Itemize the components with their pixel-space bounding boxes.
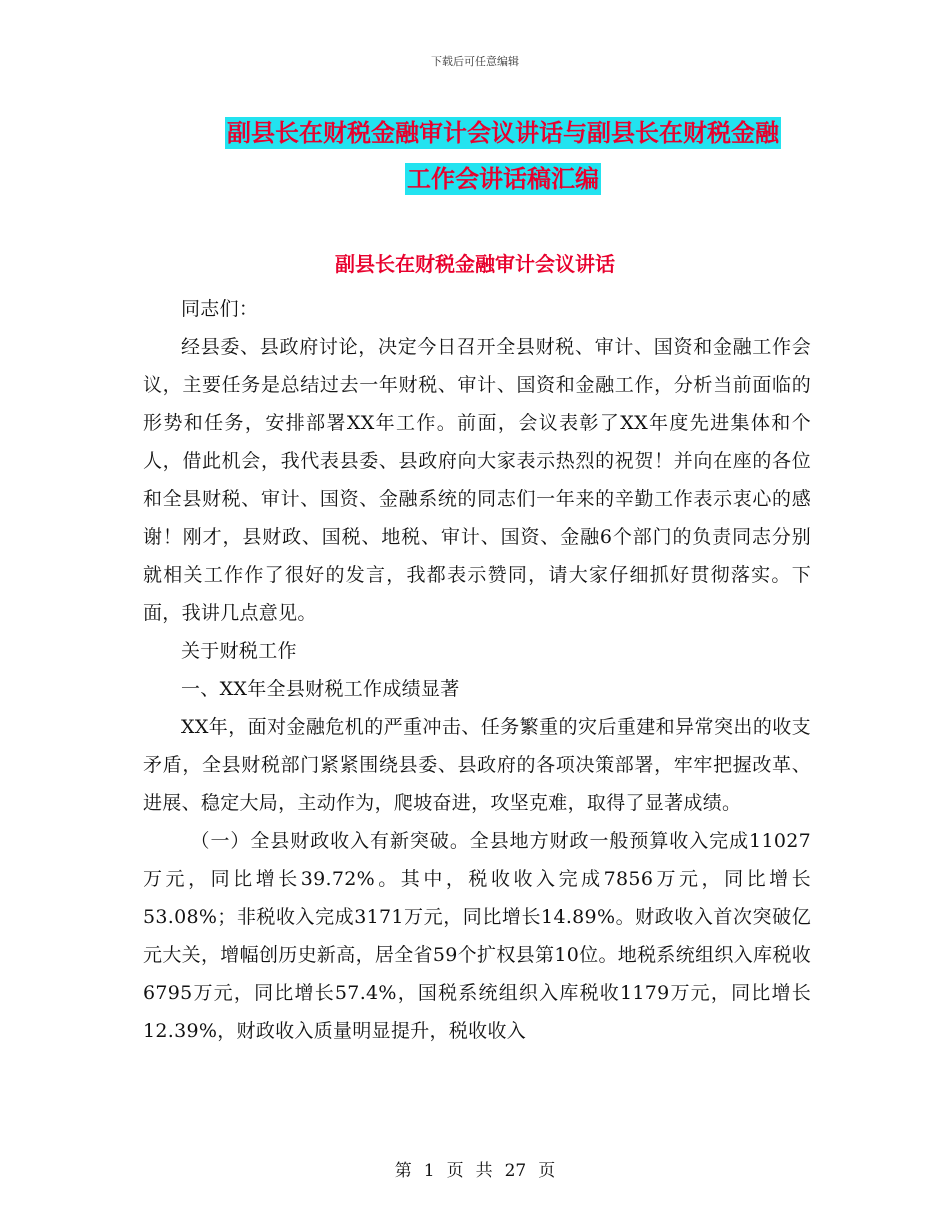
document-title-line-2: 工作会讲话稿汇编: [407, 165, 599, 193]
page-footer: [0, 1156, 950, 1181]
footer-total-number: 27: [504, 1161, 527, 1181]
paragraph-heading-achievements: 一、XX年全县财税工作成绩显著: [181, 678, 460, 700]
paragraph-salutation: 同志们：: [181, 298, 259, 320]
header-note: 下载后可任意编辑: [431, 55, 519, 68]
paragraph-heading-finance: 关于财税工作: [181, 640, 297, 662]
footer-total-label: 共: [475, 1161, 493, 1181]
paragraph-revenue: （一）全县财政收入有新突破。全县地方财政一般预算收入完成11027万元，同比增长39.72%。其中，税收收入完成7856万元，同比增长53.08%；非税收入完成3171万元，同比增长14.89%。财政收入首次突破亿元大关，增幅创历史新高，居全省59个扩权县第10位。地税系统组织入库税收6795万元，同比增长57.4%，国税系统组织入库税收1179万元，同比增长12.39%，财政收入质量明显提升，税收收入: [143, 830, 811, 1042]
paragraph-overview: XX年，面对金融危机的严重冲击、任务繁重的灾后重建和异常突出的收支矛盾，全县财税部门紧紧围绕县委、县政府的各项决策部署，牢牢把握改革、进展、稳定大局，主动作为，爬坡奋进，攻坚克难，取得了显著成绩。: [143, 716, 811, 814]
section-title: 副县长在财税金融审计会议讲话: [335, 252, 615, 276]
footer-page-number: 1: [423, 1161, 435, 1181]
document-title-line-1: 副县长在财税金融审计会议讲话与副县长在财税金融: [227, 119, 779, 147]
paragraph-intro: 经县委、县政府讨论，决定今日召开全县财税、审计、国资和金融工作会议，主要任务是总结过去一年财税、审计、国资和金融工作，分析当前面临的形势和任务，安排部署XX年工作。前面，会议表彰了XX年度先进集体和个人，借此机会，我代表县委、县政府向大家表示热烈的祝贺！并向在座的各位和全县财税、审计、国资、金融系统的同志们一年来的辛勤工作表示衷心的感谢！刚才，县财政、国税、地税、审计、国资、金融6个部门的负责同志分别就相关工作作了很好的发言，我都表示赞同，请大家仔细抓好贯彻落实。下面，我讲几点意见。: [143, 336, 811, 624]
footer-page-label: 第: [394, 1161, 412, 1181]
footer-total-unit: 页: [538, 1161, 556, 1181]
document-title: [193, 110, 813, 202]
footer-page-unit: 页: [446, 1161, 464, 1181]
body-text: [143, 290, 811, 1050]
